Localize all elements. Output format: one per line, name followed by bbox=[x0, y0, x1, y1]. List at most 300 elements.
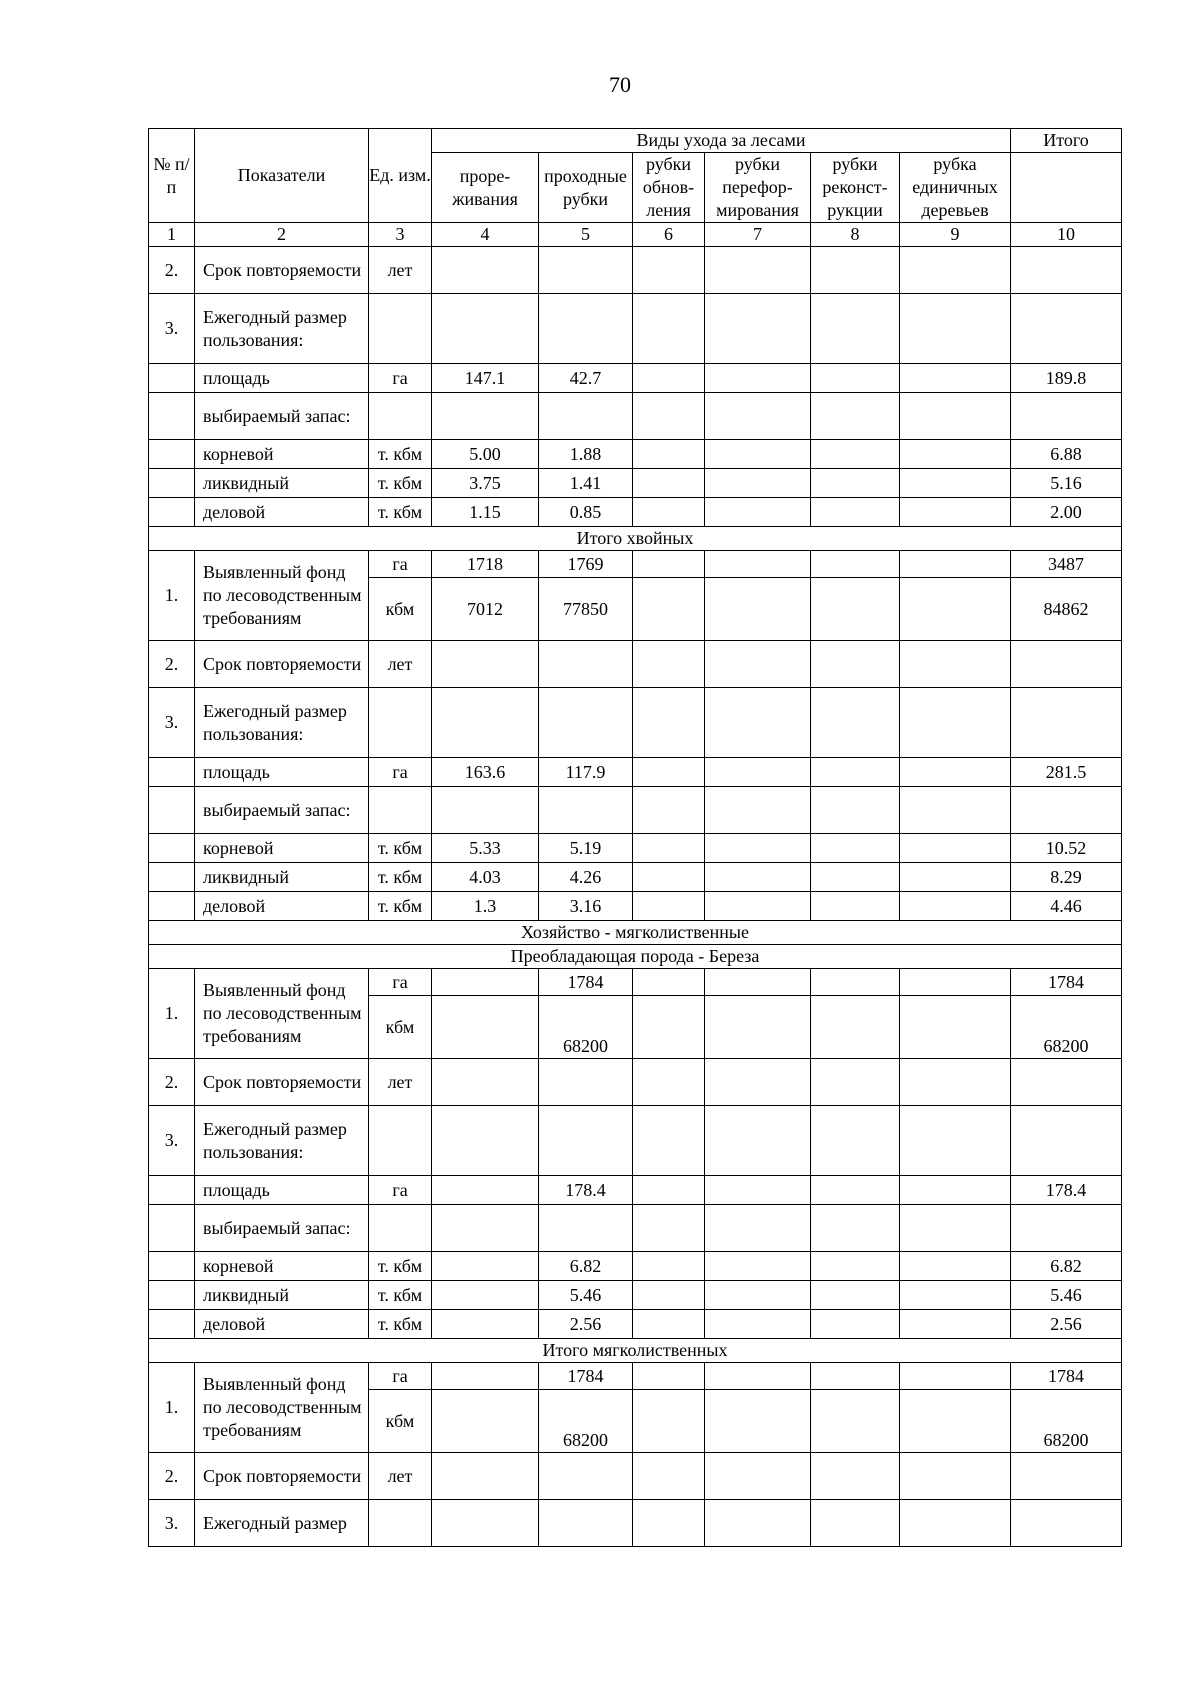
value-cell bbox=[633, 440, 705, 469]
value-cell bbox=[900, 294, 1011, 364]
total-cell bbox=[1011, 1106, 1122, 1176]
value-cell: 5.00 bbox=[432, 440, 539, 469]
row-number: 2. bbox=[149, 1453, 195, 1500]
table-row bbox=[149, 758, 1122, 787]
value-cell bbox=[900, 469, 1011, 498]
value-cell: 5.19 bbox=[539, 834, 633, 863]
value-cell bbox=[811, 1310, 900, 1339]
table-row bbox=[149, 393, 1122, 440]
value-cell: 1.88 bbox=[539, 440, 633, 469]
section-title: Итого хвойных bbox=[149, 527, 1122, 551]
value-cell bbox=[633, 996, 705, 1059]
total-cell bbox=[1011, 1500, 1122, 1547]
page-number: 70 bbox=[609, 72, 631, 97]
row-label: корневой bbox=[195, 440, 369, 469]
unit-cell: лет bbox=[369, 1059, 432, 1106]
value-cell: 1.15 bbox=[432, 498, 539, 527]
col-number: 9 bbox=[900, 223, 1011, 247]
value-cell bbox=[811, 996, 900, 1059]
value-cell bbox=[432, 641, 539, 688]
header-indicators: Показатели bbox=[195, 129, 369, 223]
value-cell bbox=[633, 1059, 705, 1106]
value-cell bbox=[705, 1059, 811, 1106]
total-cell bbox=[1011, 641, 1122, 688]
total-cell: 3487 bbox=[1011, 551, 1122, 578]
unit-cell: лет bbox=[369, 247, 432, 294]
value-cell bbox=[633, 1500, 705, 1547]
row-number bbox=[149, 1310, 195, 1339]
unit-cell: га bbox=[369, 1176, 432, 1205]
column-number-row bbox=[149, 223, 1122, 247]
value-cell bbox=[900, 1252, 1011, 1281]
table-row bbox=[149, 1205, 1122, 1252]
unit-cell: т. кбм bbox=[369, 892, 432, 921]
col-number: 5 bbox=[539, 223, 633, 247]
row-label: деловой bbox=[195, 892, 369, 921]
total-cell bbox=[1011, 688, 1122, 758]
value-cell bbox=[900, 787, 1011, 834]
table-row bbox=[149, 892, 1122, 921]
value-cell bbox=[900, 393, 1011, 440]
fund-ha-row bbox=[149, 1363, 1122, 1390]
row-label: Ежегодный размер пользования: bbox=[195, 1106, 369, 1176]
row-number bbox=[149, 1205, 195, 1252]
unit-cell: га bbox=[369, 758, 432, 787]
section-title-row bbox=[149, 527, 1122, 551]
total-cell bbox=[1011, 393, 1122, 440]
value-cell: 147.1 bbox=[432, 364, 539, 393]
value-cell: 77850 bbox=[539, 578, 633, 641]
unit-cell bbox=[369, 1106, 432, 1176]
value-cell: 1.41 bbox=[539, 469, 633, 498]
row-number bbox=[149, 1252, 195, 1281]
value-cell bbox=[633, 1252, 705, 1281]
unit-cell: кбм bbox=[369, 1390, 432, 1453]
unit-cell: т. кбм bbox=[369, 1281, 432, 1310]
unit-cell: т. кбм bbox=[369, 1252, 432, 1281]
value-cell: 1769 bbox=[539, 551, 633, 578]
value-cell bbox=[432, 294, 539, 364]
value-cell bbox=[811, 498, 900, 527]
value-cell bbox=[633, 551, 705, 578]
value-cell bbox=[705, 1363, 811, 1390]
header-unit: Ед. изм. bbox=[369, 129, 432, 223]
value-cell bbox=[633, 1281, 705, 1310]
value-cell bbox=[539, 1106, 633, 1176]
row-number bbox=[149, 498, 195, 527]
value-cell: 178.4 bbox=[539, 1176, 633, 1205]
unit-cell: га bbox=[369, 969, 432, 996]
row-number: 2. bbox=[149, 1059, 195, 1106]
table-row bbox=[149, 641, 1122, 688]
table-row bbox=[149, 863, 1122, 892]
value-cell bbox=[900, 364, 1011, 393]
value-cell bbox=[705, 1106, 811, 1176]
value-cell bbox=[705, 863, 811, 892]
value-cell bbox=[900, 578, 1011, 641]
value-cell bbox=[633, 834, 705, 863]
value-cell bbox=[811, 641, 900, 688]
value-cell bbox=[900, 834, 1011, 863]
value-cell: 1.3 bbox=[432, 892, 539, 921]
row-label: площадь bbox=[195, 758, 369, 787]
value-cell bbox=[705, 1205, 811, 1252]
row-number: 3. bbox=[149, 294, 195, 364]
value-cell: 163.6 bbox=[432, 758, 539, 787]
value-cell: 68200 bbox=[539, 1390, 633, 1453]
value-cell bbox=[539, 787, 633, 834]
col-number: 3 bbox=[369, 223, 432, 247]
unit-cell: т. кбм bbox=[369, 498, 432, 527]
value-cell bbox=[633, 1390, 705, 1453]
row-number bbox=[149, 469, 195, 498]
unit-cell bbox=[369, 1500, 432, 1547]
value-cell bbox=[432, 1390, 539, 1453]
row-label: ликвидный bbox=[195, 1281, 369, 1310]
section-title: Хозяйство - мягколиственные bbox=[149, 921, 1122, 945]
header-type-reformation: рубки перефор-мирования bbox=[705, 153, 811, 223]
section-title-row bbox=[149, 1339, 1122, 1363]
table-row bbox=[149, 498, 1122, 527]
value-cell bbox=[811, 551, 900, 578]
value-cell bbox=[633, 578, 705, 641]
value-cell bbox=[811, 440, 900, 469]
value-cell bbox=[900, 247, 1011, 294]
value-cell bbox=[539, 688, 633, 758]
value-cell bbox=[633, 969, 705, 996]
value-cell bbox=[432, 1453, 539, 1500]
value-cell bbox=[705, 834, 811, 863]
value-cell bbox=[811, 892, 900, 921]
value-cell: 6.82 bbox=[539, 1252, 633, 1281]
table-row bbox=[149, 1176, 1122, 1205]
value-cell bbox=[432, 969, 539, 996]
value-cell bbox=[811, 1059, 900, 1106]
row-label: ликвидный bbox=[195, 863, 369, 892]
col-number: 7 bbox=[705, 223, 811, 247]
total-cell bbox=[1011, 1205, 1122, 1252]
row-number bbox=[149, 834, 195, 863]
table-row bbox=[149, 1453, 1122, 1500]
value-cell bbox=[811, 758, 900, 787]
value-cell bbox=[705, 641, 811, 688]
total-cell: 4.46 bbox=[1011, 892, 1122, 921]
value-cell bbox=[705, 892, 811, 921]
value-cell: 117.9 bbox=[539, 758, 633, 787]
value-cell bbox=[900, 1205, 1011, 1252]
value-cell bbox=[633, 1453, 705, 1500]
value-cell bbox=[705, 247, 811, 294]
row-label: деловой bbox=[195, 1310, 369, 1339]
value-cell: 1784 bbox=[539, 1363, 633, 1390]
col-number: 2 bbox=[195, 223, 369, 247]
value-cell bbox=[900, 440, 1011, 469]
value-cell: 0.85 bbox=[539, 498, 633, 527]
value-cell bbox=[900, 1106, 1011, 1176]
value-cell bbox=[811, 469, 900, 498]
row-number: 3. bbox=[149, 1106, 195, 1176]
header-type-passage: проходные рубки bbox=[539, 153, 633, 223]
total-cell bbox=[1011, 1059, 1122, 1106]
value-cell bbox=[811, 1453, 900, 1500]
value-cell bbox=[811, 578, 900, 641]
value-cell bbox=[900, 1363, 1011, 1390]
row-label: корневой bbox=[195, 834, 369, 863]
total-cell: 1784 bbox=[1011, 969, 1122, 996]
value-cell bbox=[900, 1281, 1011, 1310]
unit-cell: лет bbox=[369, 1453, 432, 1500]
value-cell bbox=[633, 1205, 705, 1252]
row-label: корневой bbox=[195, 1252, 369, 1281]
value-cell bbox=[705, 688, 811, 758]
total-cell bbox=[1011, 1453, 1122, 1500]
total-cell bbox=[1011, 294, 1122, 364]
total-cell: 68200 bbox=[1011, 996, 1122, 1059]
unit-cell bbox=[369, 294, 432, 364]
row-number: 2. bbox=[149, 247, 195, 294]
total-cell: 6.88 bbox=[1011, 440, 1122, 469]
row-label: Ежегодный размер пользования: bbox=[195, 688, 369, 758]
total-cell: 189.8 bbox=[1011, 364, 1122, 393]
value-cell bbox=[705, 1390, 811, 1453]
value-cell bbox=[811, 294, 900, 364]
value-cell bbox=[811, 247, 900, 294]
row-label: Ежегодный размер bbox=[195, 1500, 369, 1547]
col-number: 6 bbox=[633, 223, 705, 247]
row-label: Ежегодный размер пользования: bbox=[195, 294, 369, 364]
unit-cell: т. кбм bbox=[369, 1310, 432, 1339]
row-label: выбираемый запас: bbox=[195, 1205, 369, 1252]
value-cell bbox=[705, 969, 811, 996]
value-cell bbox=[705, 1500, 811, 1547]
header-type-thinning: проре-живания bbox=[432, 153, 539, 223]
value-cell bbox=[539, 294, 633, 364]
value-cell bbox=[811, 688, 900, 758]
value-cell bbox=[811, 863, 900, 892]
value-cell bbox=[539, 641, 633, 688]
value-cell: 42.7 bbox=[539, 364, 633, 393]
value-cell bbox=[539, 393, 633, 440]
total-cell: 5.46 bbox=[1011, 1281, 1122, 1310]
section-title: Итого мягколиственных bbox=[149, 1339, 1122, 1363]
value-cell: 5.46 bbox=[539, 1281, 633, 1310]
total-cell bbox=[1011, 247, 1122, 294]
value-cell: 3.75 bbox=[432, 469, 539, 498]
table-row bbox=[149, 364, 1122, 393]
value-cell bbox=[705, 1252, 811, 1281]
unit-cell bbox=[369, 393, 432, 440]
value-cell bbox=[633, 688, 705, 758]
unit-cell: т. кбм bbox=[369, 863, 432, 892]
row-number: 1. bbox=[149, 551, 195, 641]
value-cell bbox=[900, 688, 1011, 758]
total-cell: 68200 bbox=[1011, 1390, 1122, 1453]
value-cell bbox=[539, 1453, 633, 1500]
value-cell bbox=[811, 393, 900, 440]
header-total-empty bbox=[1011, 153, 1122, 223]
total-cell: 6.82 bbox=[1011, 1252, 1122, 1281]
value-cell bbox=[633, 469, 705, 498]
value-cell bbox=[900, 969, 1011, 996]
row-label: ликвидный bbox=[195, 469, 369, 498]
row-number bbox=[149, 758, 195, 787]
value-cell bbox=[432, 996, 539, 1059]
value-cell bbox=[900, 1390, 1011, 1453]
header-num: № п/п bbox=[149, 129, 195, 223]
total-cell: 10.52 bbox=[1011, 834, 1122, 863]
header-type-single-trees: рубка единичных деревьев bbox=[900, 153, 1011, 223]
col-number: 8 bbox=[811, 223, 900, 247]
section-title-row bbox=[149, 921, 1122, 945]
value-cell: 4.26 bbox=[539, 863, 633, 892]
table-row bbox=[149, 1281, 1122, 1310]
value-cell bbox=[900, 996, 1011, 1059]
value-cell bbox=[705, 469, 811, 498]
total-cell bbox=[1011, 787, 1122, 834]
total-cell: 2.00 bbox=[1011, 498, 1122, 527]
unit-cell: т. кбм bbox=[369, 440, 432, 469]
value-cell bbox=[705, 1453, 811, 1500]
value-cell bbox=[705, 1281, 811, 1310]
row-label: площадь bbox=[195, 1176, 369, 1205]
value-cell bbox=[811, 787, 900, 834]
value-cell bbox=[705, 787, 811, 834]
row-label: Срок повторяемости bbox=[195, 641, 369, 688]
value-cell: 5.33 bbox=[432, 834, 539, 863]
value-cell bbox=[811, 1281, 900, 1310]
value-cell bbox=[811, 1500, 900, 1547]
total-cell: 5.16 bbox=[1011, 469, 1122, 498]
value-cell bbox=[705, 1176, 811, 1205]
value-cell bbox=[633, 247, 705, 294]
row-number bbox=[149, 393, 195, 440]
value-cell: 2.56 bbox=[539, 1310, 633, 1339]
unit-cell bbox=[369, 1205, 432, 1252]
fund-ha-row bbox=[149, 551, 1122, 578]
value-cell bbox=[633, 892, 705, 921]
table-row bbox=[149, 1310, 1122, 1339]
col-number: 10 bbox=[1011, 223, 1122, 247]
row-label: площадь bbox=[195, 364, 369, 393]
value-cell bbox=[900, 1059, 1011, 1106]
row-number: 3. bbox=[149, 688, 195, 758]
value-cell bbox=[432, 1205, 539, 1252]
value-cell: 3.16 bbox=[539, 892, 633, 921]
table-row bbox=[149, 294, 1122, 364]
row-number: 3. bbox=[149, 1500, 195, 1547]
row-number bbox=[149, 892, 195, 921]
value-cell bbox=[811, 1252, 900, 1281]
total-cell: 2.56 bbox=[1011, 1310, 1122, 1339]
value-cell bbox=[811, 834, 900, 863]
value-cell bbox=[539, 1059, 633, 1106]
value-cell bbox=[900, 863, 1011, 892]
value-cell bbox=[432, 1281, 539, 1310]
value-cell bbox=[432, 247, 539, 294]
value-cell bbox=[539, 247, 633, 294]
row-label: Срок повторяемости bbox=[195, 1059, 369, 1106]
value-cell bbox=[705, 498, 811, 527]
total-cell: 8.29 bbox=[1011, 863, 1122, 892]
value-cell: 68200 bbox=[539, 996, 633, 1059]
table-row bbox=[149, 688, 1122, 758]
header-care-types: Виды ухода за лесами bbox=[432, 129, 1011, 153]
value-cell bbox=[705, 996, 811, 1059]
unit-cell bbox=[369, 688, 432, 758]
value-cell bbox=[900, 1310, 1011, 1339]
value-cell bbox=[432, 1310, 539, 1339]
unit-cell: лет bbox=[369, 641, 432, 688]
value-cell bbox=[633, 393, 705, 440]
value-cell bbox=[432, 688, 539, 758]
value-cell bbox=[900, 758, 1011, 787]
row-label: Выявленный фонд по лесоводственным требованиям bbox=[195, 1363, 369, 1453]
table-row bbox=[149, 440, 1122, 469]
value-cell bbox=[633, 294, 705, 364]
value-cell bbox=[633, 641, 705, 688]
value-cell bbox=[633, 1106, 705, 1176]
unit-cell: га bbox=[369, 364, 432, 393]
value-cell bbox=[811, 1106, 900, 1176]
forest-care-table bbox=[148, 128, 1122, 1547]
total-cell: 281.5 bbox=[1011, 758, 1122, 787]
row-label: Выявленный фонд по лесоводственным требованиям bbox=[195, 969, 369, 1059]
value-cell bbox=[633, 787, 705, 834]
col-number: 1 bbox=[149, 223, 195, 247]
col-number: 4 bbox=[432, 223, 539, 247]
unit-cell: га bbox=[369, 551, 432, 578]
value-cell bbox=[539, 1205, 633, 1252]
value-cell bbox=[432, 393, 539, 440]
row-number bbox=[149, 1176, 195, 1205]
header-row-1 bbox=[149, 129, 1122, 153]
table-row bbox=[149, 834, 1122, 863]
value-cell bbox=[900, 1500, 1011, 1547]
value-cell bbox=[705, 393, 811, 440]
unit-cell: т. кбм bbox=[369, 469, 432, 498]
value-cell bbox=[705, 551, 811, 578]
value-cell: 1718 bbox=[432, 551, 539, 578]
value-cell: 4.03 bbox=[432, 863, 539, 892]
value-cell bbox=[539, 1500, 633, 1547]
row-label: выбираемый запас: bbox=[195, 787, 369, 834]
row-number bbox=[149, 440, 195, 469]
row-label: деловой bbox=[195, 498, 369, 527]
value-cell bbox=[811, 1176, 900, 1205]
value-cell bbox=[900, 551, 1011, 578]
value-cell bbox=[705, 294, 811, 364]
unit-cell: т. кбм bbox=[369, 834, 432, 863]
table-row bbox=[149, 1059, 1122, 1106]
value-cell bbox=[633, 1363, 705, 1390]
row-label: Выявленный фонд по лесоводственным требованиям bbox=[195, 551, 369, 641]
table-row bbox=[149, 1106, 1122, 1176]
value-cell: 1784 bbox=[539, 969, 633, 996]
value-cell bbox=[432, 1059, 539, 1106]
row-label: выбираемый запас: bbox=[195, 393, 369, 440]
value-cell bbox=[811, 1390, 900, 1453]
row-label: Срок повторяемости bbox=[195, 1453, 369, 1500]
value-cell bbox=[633, 1310, 705, 1339]
value-cell bbox=[432, 787, 539, 834]
value-cell bbox=[432, 1252, 539, 1281]
unit-cell: га bbox=[369, 1363, 432, 1390]
value-cell bbox=[811, 969, 900, 996]
row-number bbox=[149, 787, 195, 834]
value-cell bbox=[633, 364, 705, 393]
fund-ha-row bbox=[149, 969, 1122, 996]
row-number bbox=[149, 863, 195, 892]
